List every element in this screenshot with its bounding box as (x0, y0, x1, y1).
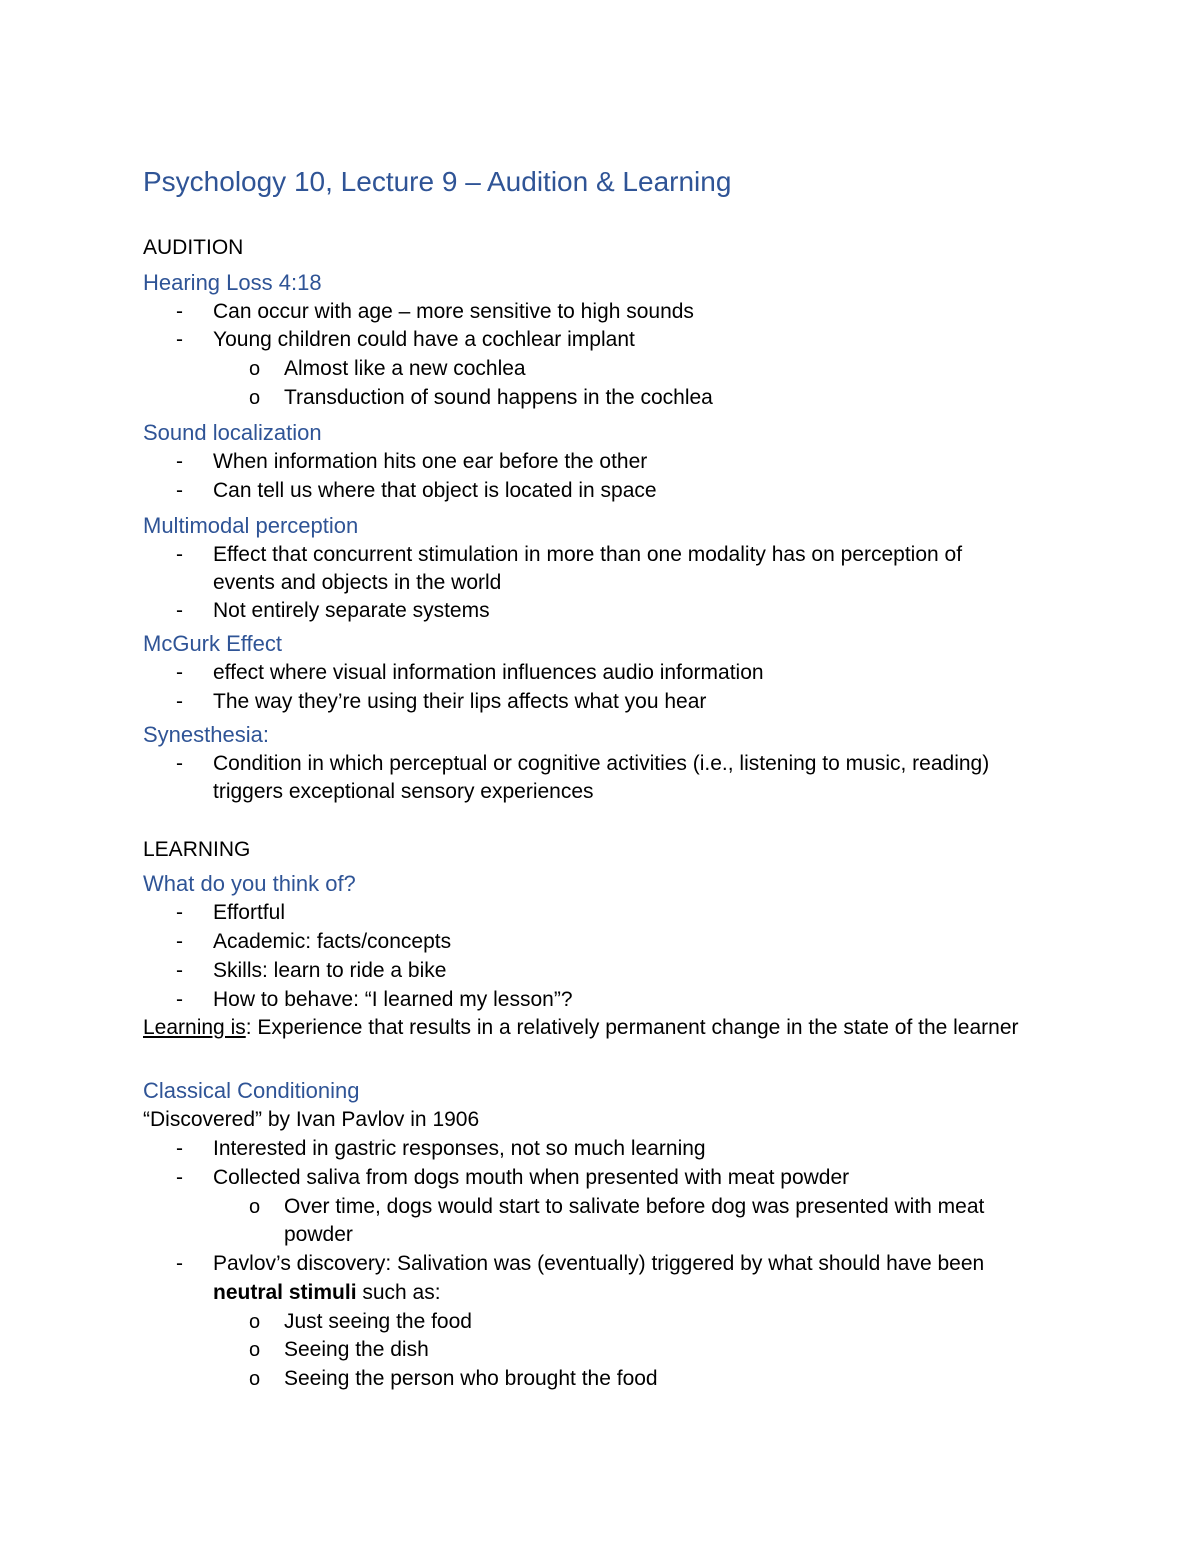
dash-bullet: - (176, 1252, 183, 1275)
dash-bullet: - (176, 599, 183, 622)
list-item: Pavlov’s discovery: Salivation was (eventually) triggered by what should have been (213, 1252, 985, 1275)
dash-bullet: - (176, 328, 183, 351)
list-item: Skills: learn to ride a bike (213, 959, 447, 982)
circle-bullet: o (249, 387, 261, 409)
dash-bullet: - (176, 1166, 183, 1189)
dash-bullet: - (176, 930, 183, 953)
heading-classical-conditioning: Classical Conditioning (143, 1078, 360, 1103)
learning-definition-label: Learning is (143, 1016, 246, 1039)
list-item: Can tell us where that object is located in space (213, 479, 657, 502)
sub-list-item-continuation: powder (284, 1223, 353, 1246)
list-item-continuation: triggers exceptional sensory experiences (213, 780, 594, 803)
list-item: effect where visual information influences audio information (213, 661, 764, 684)
dash-bullet: - (176, 690, 183, 713)
circle-bullet: o (249, 1311, 261, 1333)
list-item: Collected saliva from dogs mouth when presented with meat powder (213, 1166, 850, 1189)
list-item: The way they’re using their lips affects what you hear (213, 690, 707, 713)
heading-synesthesia: Synesthesia: (143, 722, 269, 747)
circle-bullet: o (249, 1196, 261, 1218)
dash-bullet: - (176, 479, 183, 502)
list-item: Academic: facts/concepts (213, 930, 452, 953)
list-item: When information hits one ear before the other (213, 450, 648, 473)
list-item: Effortful (213, 901, 285, 924)
list-item: Interested in gastric responses, not so much learning (213, 1137, 706, 1160)
discovered-line: “Discovered” by Ivan Pavlov in 1906 (143, 1108, 480, 1131)
learning-definition (143, 1016, 1019, 1040)
list-item: Can occur with age – more sensitive to high sounds (213, 300, 694, 323)
list-item: Effect that concurrent stimulation in more than one modality has on perception of (213, 543, 963, 566)
dash-bullet: - (176, 450, 183, 473)
neutral-stimuli-rest: such as: (356, 1281, 441, 1304)
heading-mcgurk-effect: McGurk Effect (143, 631, 282, 656)
list-item-continuation (213, 1281, 441, 1305)
dash-bullet: - (176, 1137, 183, 1160)
section-audition-label: AUDITION (143, 236, 244, 259)
sub-list-item: Almost like a new cochlea (284, 357, 526, 380)
heading-sound-localization: Sound localization (143, 420, 322, 445)
list-item: Not entirely separate systems (213, 599, 490, 622)
dash-bullet: - (176, 661, 183, 684)
dash-bullet: - (176, 988, 183, 1011)
sub-list-item: Seeing the dish (284, 1338, 429, 1361)
heading-hearing-loss: Hearing Loss 4:18 (143, 270, 322, 295)
list-item: Young children could have a cochlear implant (213, 328, 635, 351)
list-item-continuation: events and objects in the world (213, 571, 502, 594)
circle-bullet: o (249, 358, 261, 380)
section-learning-label: LEARNING (143, 838, 251, 861)
sub-list-item: Seeing the person who brought the food (284, 1367, 658, 1390)
page-title: Psychology 10, Lecture 9 – Audition & Learning (143, 166, 732, 197)
dash-bullet: - (176, 959, 183, 982)
learning-definition-text: : Experience that results in a relatively permanent change in the state of the learner (245, 1016, 1019, 1039)
dash-bullet: - (176, 901, 183, 924)
sub-list-item: Over time, dogs would start to salivate before dog was presented with meat (284, 1195, 985, 1218)
dash-bullet: - (176, 300, 183, 323)
list-item: Condition in which perceptual or cognitive activities (i.e., listening to music, reading) (213, 752, 990, 775)
dash-bullet: - (176, 543, 183, 566)
dash-bullet: - (176, 752, 183, 775)
neutral-stimuli-bold: neutral stimuli (213, 1281, 357, 1304)
circle-bullet: o (249, 1339, 261, 1361)
list-item: How to behave: “I learned my lesson”? (213, 988, 573, 1011)
circle-bullet: o (249, 1368, 261, 1390)
heading-multimodal-perception: Multimodal perception (143, 513, 359, 538)
sub-list-item: Just seeing the food (284, 1310, 472, 1333)
sub-list-item: Transduction of sound happens in the cochlea (284, 386, 713, 409)
heading-what-do-you-think: What do you think of? (143, 871, 356, 896)
